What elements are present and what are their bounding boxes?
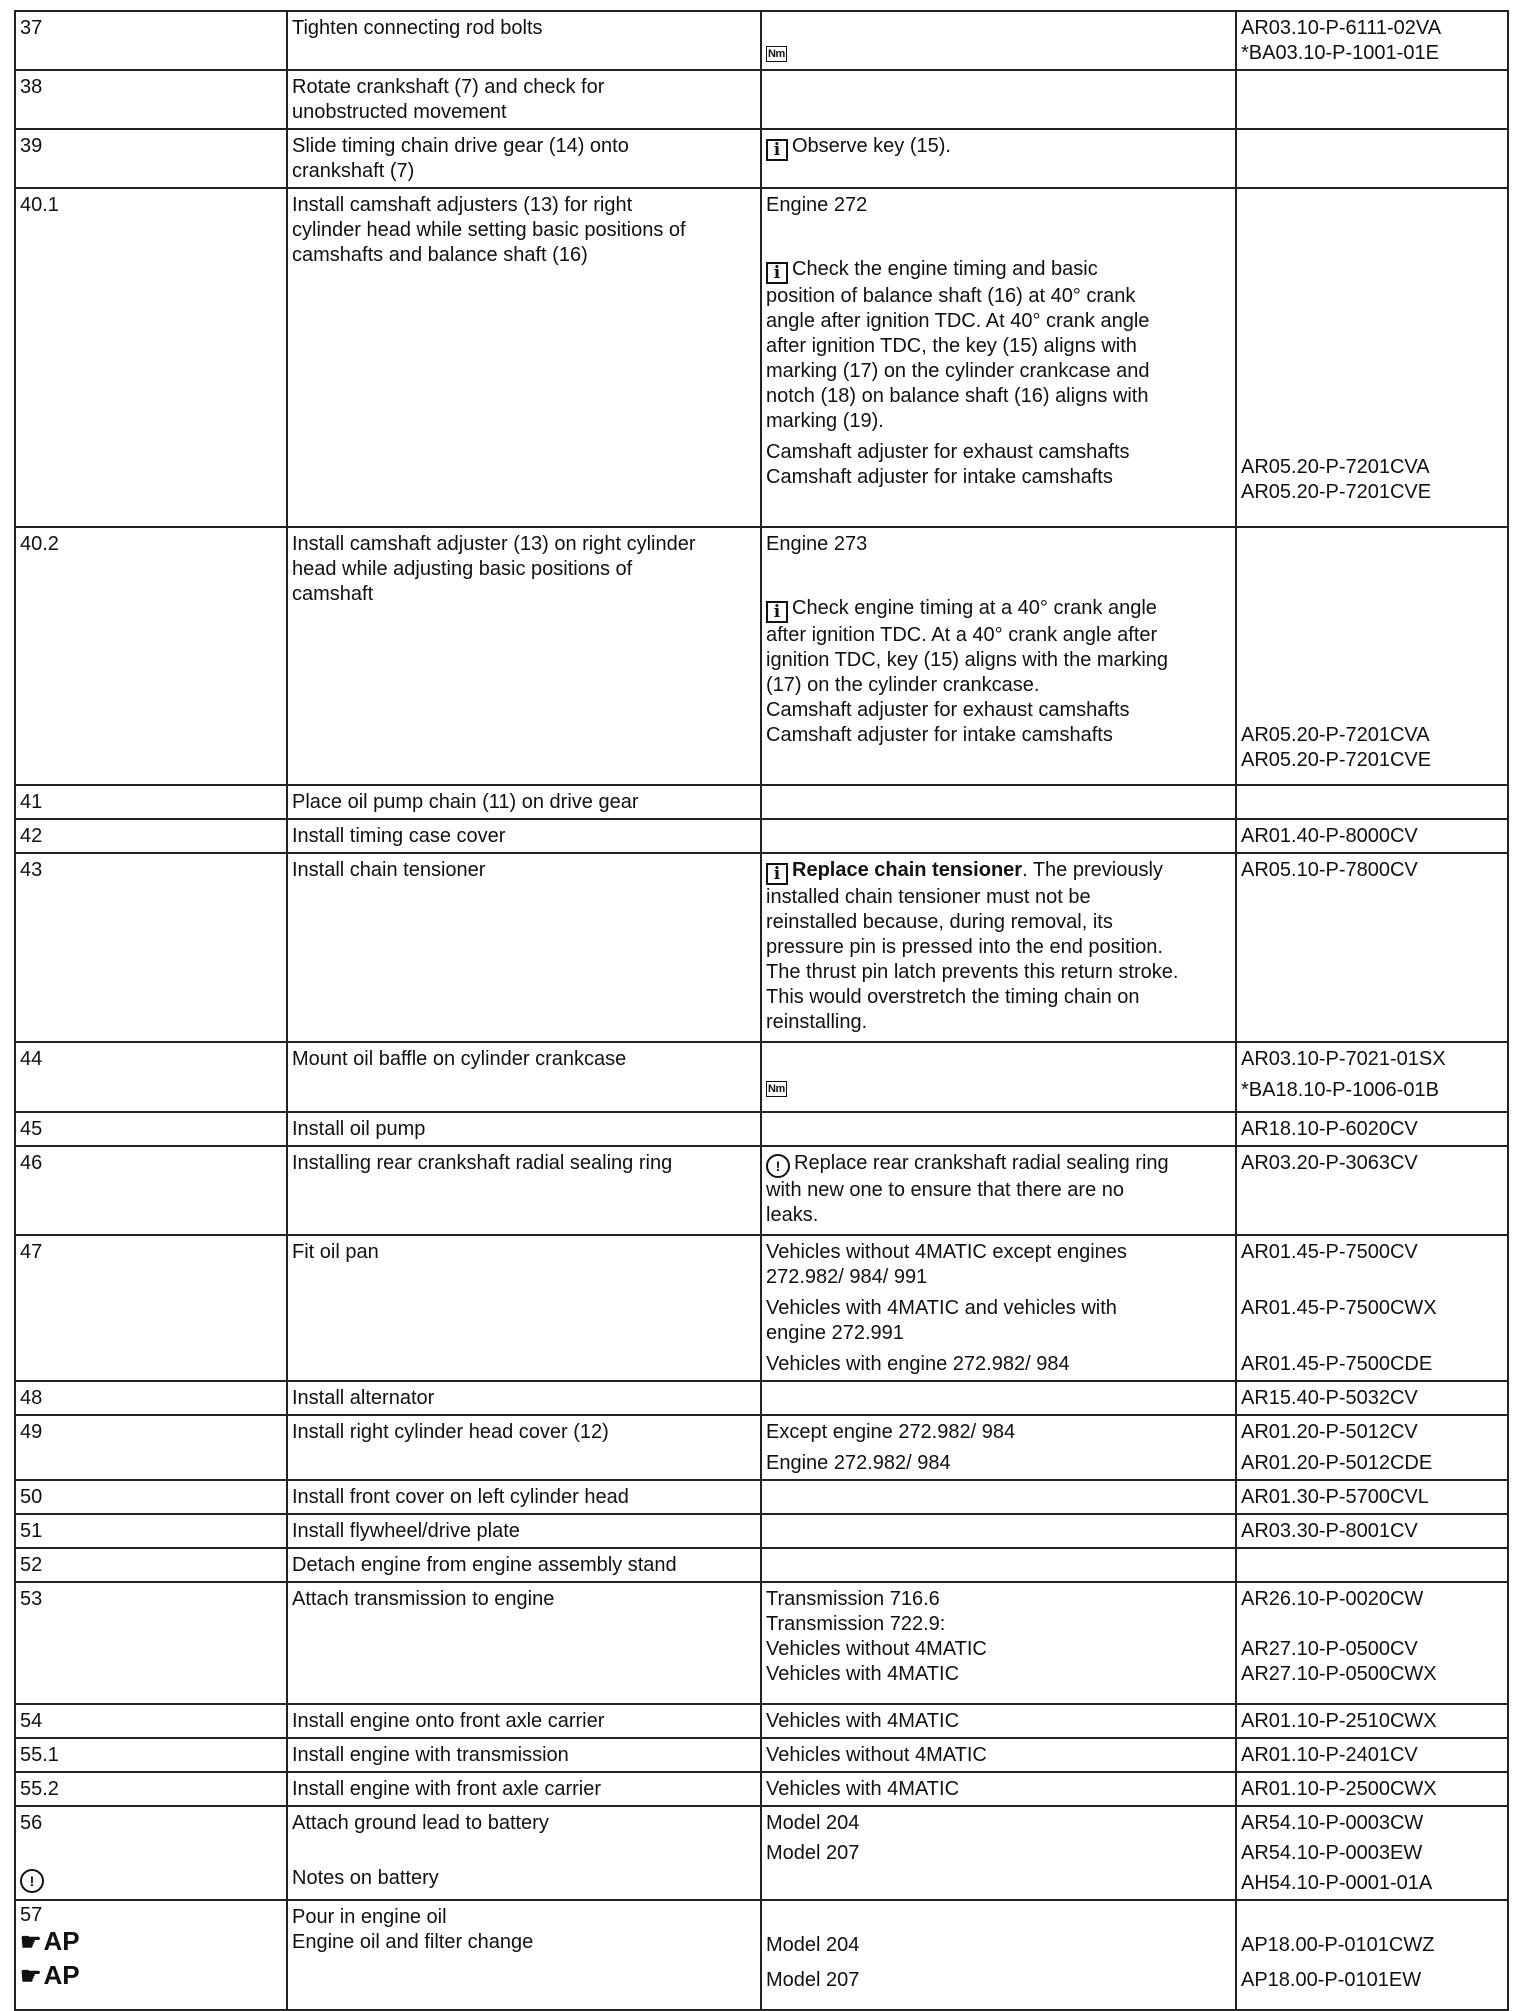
step-description: Install front cover on left cylinder head bbox=[287, 1480, 761, 1514]
desc-line: camshafts and balance shaft (16) bbox=[292, 244, 588, 266]
desc-line: Notes on battery bbox=[292, 1867, 439, 1889]
note-text: notch (18) on balance shaft (16) aligns with bbox=[766, 385, 1149, 407]
table-row bbox=[15, 1042, 1508, 1112]
step-number: 37 bbox=[15, 11, 287, 70]
reference-link[interactable]: *BA03.10-P-1001-01E bbox=[1241, 42, 1439, 64]
notes-cell bbox=[761, 1042, 1236, 1112]
table-row bbox=[15, 1772, 1508, 1806]
notes-cell: Vehicles with 4MATIC bbox=[761, 1704, 1236, 1738]
reference-cell bbox=[1236, 129, 1508, 188]
reference-link[interactable]: AR03.20-P-3063CV bbox=[1241, 1152, 1418, 1174]
reference-cell bbox=[1236, 1514, 1508, 1548]
step-number bbox=[15, 1806, 287, 1900]
reference-cell bbox=[1236, 1548, 1508, 1582]
step-number: 55.2 bbox=[15, 1772, 287, 1806]
note-text: . The previously bbox=[1022, 859, 1163, 881]
step-description: Attach transmission to engine bbox=[287, 1582, 761, 1704]
step-description: Install oil pump bbox=[287, 1112, 761, 1146]
step-description bbox=[287, 527, 761, 785]
reference-cell bbox=[1236, 1480, 1508, 1514]
notes-cell bbox=[761, 1112, 1236, 1146]
reference-cell bbox=[1236, 527, 1508, 785]
reference-link[interactable]: AR27.10-P-0500CV bbox=[1241, 1638, 1418, 1660]
step-number: 39 bbox=[15, 129, 287, 188]
desc-line: Engine oil and filter change bbox=[292, 1931, 534, 1953]
note-text: Check engine timing at a 40° crank angle bbox=[792, 597, 1157, 619]
condition-text: Vehicles without 4MATIC except engines bbox=[766, 1241, 1127, 1263]
step-number: 47 bbox=[15, 1235, 287, 1381]
step-description: Install engine with transmission bbox=[287, 1738, 761, 1772]
table-row bbox=[15, 1806, 1508, 1900]
condition-text: Engine 272.982/ 984 bbox=[766, 1452, 951, 1474]
notes-cell bbox=[761, 819, 1236, 853]
reference-cell bbox=[1236, 785, 1508, 819]
desc-line: Install camshaft adjuster (13) on right cylinder bbox=[292, 533, 696, 555]
table-row bbox=[15, 1738, 1508, 1772]
ap-label: AP bbox=[43, 1926, 80, 1956]
notes-cell bbox=[761, 1480, 1236, 1514]
engine-label: Engine 272 bbox=[766, 194, 868, 216]
step-number: 40.1 bbox=[15, 188, 287, 527]
notes-cell bbox=[761, 188, 1236, 527]
table-row bbox=[15, 11, 1508, 70]
engine-label: Engine 273 bbox=[766, 533, 868, 555]
desc-line: crankshaft (7) bbox=[292, 160, 415, 182]
reference-cell bbox=[1236, 1112, 1508, 1146]
reference-link[interactable]: AR15.40-P-5032CV bbox=[1241, 1387, 1418, 1409]
table-row bbox=[15, 1235, 1508, 1381]
reference-cell bbox=[1236, 70, 1508, 129]
table-row bbox=[15, 129, 1508, 188]
step-description bbox=[287, 70, 761, 129]
note-text: reinstalled because, during removal, its bbox=[766, 911, 1113, 933]
work-steps-document bbox=[14, 10, 1507, 2011]
table-row bbox=[15, 785, 1508, 819]
step-description: Fit oil pan bbox=[287, 1235, 761, 1381]
step-description: Install engine with front axle carrier bbox=[287, 1772, 761, 1806]
table-row bbox=[15, 1514, 1508, 1548]
reference-cell bbox=[1236, 1738, 1508, 1772]
step-number: 48 bbox=[15, 1381, 287, 1415]
reference-link[interactable]: AR05.10-P-7800CV bbox=[1241, 859, 1418, 881]
condition-text: Model 207 bbox=[766, 1842, 860, 1864]
ap-link-icon[interactable] bbox=[20, 1925, 80, 1959]
reference-cell bbox=[1236, 1900, 1508, 2010]
step-description: Tighten connecting rod bolts bbox=[287, 11, 761, 70]
step-description bbox=[287, 188, 761, 527]
note-text: after ignition TDC, the key (15) aligns with bbox=[766, 335, 1137, 357]
step-number: 41 bbox=[15, 785, 287, 819]
reference-link[interactable]: AR05.20-P-7201CVE bbox=[1241, 481, 1432, 503]
step-description bbox=[287, 1806, 761, 1900]
caution-icon: ! bbox=[20, 1869, 44, 1893]
notes-cell bbox=[761, 527, 1236, 785]
table-row bbox=[15, 819, 1508, 853]
step-description: Mount oil baffle on cylinder crankcase bbox=[287, 1042, 761, 1112]
note-text: Replace rear crankshaft radial sealing ring bbox=[794, 1152, 1169, 1174]
notes-cell bbox=[761, 1548, 1236, 1582]
condition-text: Model 207 bbox=[766, 1969, 860, 1991]
reference-link[interactable]: AR01.10-P-2500CWX bbox=[1241, 1778, 1437, 1800]
desc-line: Install camshaft adjusters (13) for right bbox=[292, 194, 633, 216]
component-label: Camshaft adjuster for intake camshafts bbox=[766, 466, 1113, 488]
step-number: 42 bbox=[15, 819, 287, 853]
reference-link[interactable]: AR01.45-P-7500CV bbox=[1241, 1241, 1418, 1263]
reference-link[interactable]: AR03.10-P-7021-01SX bbox=[1241, 1048, 1446, 1070]
reference-cell bbox=[1236, 819, 1508, 853]
reference-link[interactable]: AR01.30-P-5700CVL bbox=[1241, 1486, 1429, 1508]
reference-cell bbox=[1236, 1146, 1508, 1235]
reference-cell bbox=[1236, 11, 1508, 70]
reference-link[interactable]: AR05.20-P-7201CVA bbox=[1241, 456, 1430, 478]
component-label: Camshaft adjuster for intake camshafts bbox=[766, 724, 1113, 746]
notes-cell bbox=[761, 1146, 1236, 1235]
note-text: This would overstretch the timing chain on bbox=[766, 986, 1140, 1008]
desc-line: camshaft bbox=[292, 583, 374, 605]
step-number: 55.1 bbox=[15, 1738, 287, 1772]
notes-cell bbox=[761, 11, 1236, 70]
note-text: installed chain tensioner must not be bbox=[766, 886, 1091, 908]
notes-cell: Vehicles with 4MATIC bbox=[761, 1772, 1236, 1806]
ap-link-icon[interactable] bbox=[20, 1959, 80, 1993]
info-icon: i bbox=[766, 262, 788, 284]
note-bold: Replace chain tensioner bbox=[792, 859, 1023, 881]
desc-line: Pour in engine oil bbox=[292, 1906, 447, 1928]
reference-link[interactable]: AR01.45-P-7500CDE bbox=[1241, 1353, 1433, 1375]
desc-line: Rotate crankshaft (7) and check for bbox=[292, 76, 605, 98]
reference-link[interactable]: AR18.10-P-6020CV bbox=[1241, 1118, 1418, 1140]
condition-text: Vehicles with 4MATIC bbox=[766, 1663, 960, 1685]
step-number: 40.2 bbox=[15, 527, 287, 785]
table-row bbox=[15, 1582, 1508, 1704]
step-number: 38 bbox=[15, 70, 287, 129]
table-row bbox=[15, 1548, 1508, 1582]
step-number: 50 bbox=[15, 1480, 287, 1514]
info-icon: i bbox=[766, 863, 788, 885]
condition-text: Vehicles with engine 272.982/ 984 bbox=[766, 1353, 1070, 1375]
step-number: 53 bbox=[15, 1582, 287, 1704]
step-description: Install flywheel/drive plate bbox=[287, 1514, 761, 1548]
desc-line: unobstructed movement bbox=[292, 101, 507, 123]
condition-text: Vehicles without 4MATIC bbox=[766, 1638, 987, 1660]
reference-link[interactable]: AR26.10-P-0020CW bbox=[1241, 1588, 1424, 1610]
caution-icon: ! bbox=[766, 1154, 790, 1178]
reference-link[interactable]: AR01.20-P-5012CV bbox=[1241, 1421, 1418, 1443]
note-text: Check the engine timing and basic bbox=[792, 258, 1098, 280]
reference-cell bbox=[1236, 1772, 1508, 1806]
notes-cell bbox=[761, 1582, 1236, 1704]
torque-icon: Nm bbox=[768, 1082, 785, 1095]
reference-cell bbox=[1236, 1415, 1508, 1480]
condition-text: Model 204 bbox=[766, 1812, 860, 1834]
condition-text: Vehicles with 4MATIC and vehicles with bbox=[766, 1297, 1117, 1319]
condition-text: engine 272.991 bbox=[766, 1322, 904, 1344]
reference-cell bbox=[1236, 1582, 1508, 1704]
step-description: Detach engine from engine assembly stand bbox=[287, 1548, 761, 1582]
step-description: Place oil pump chain (11) on drive gear bbox=[287, 785, 761, 819]
table-row bbox=[15, 1381, 1508, 1415]
step-number: 51 bbox=[15, 1514, 287, 1548]
condition-text: Except engine 272.982/ 984 bbox=[766, 1421, 1016, 1443]
notes-cell bbox=[761, 70, 1236, 129]
note-text: (17) on the cylinder crankcase. bbox=[766, 674, 1040, 696]
notes-cell bbox=[761, 1514, 1236, 1548]
step-description: Install right cylinder head cover (12) bbox=[287, 1415, 761, 1480]
pointing-hand-icon: ☛ bbox=[20, 1963, 42, 1990]
note-text: Observe key (15). bbox=[792, 135, 951, 157]
condition-text: 272.982/ 984/ 991 bbox=[766, 1266, 928, 1288]
reference-link[interactable]: AR27.10-P-0500CWX bbox=[1241, 1663, 1437, 1685]
notes-cell bbox=[761, 1381, 1236, 1415]
notes-cell bbox=[761, 785, 1236, 819]
reference-link[interactable]: AR01.40-P-8000CV bbox=[1241, 825, 1418, 847]
step-description: Install alternator bbox=[287, 1381, 761, 1415]
reference-link[interactable]: AH54.10-P-0001-01A bbox=[1241, 1872, 1433, 1894]
reference-link[interactable]: AR03.30-P-8001CV bbox=[1241, 1520, 1418, 1542]
note-text: angle after ignition TDC. At 40° crank angle bbox=[766, 310, 1150, 332]
info-icon: i bbox=[766, 139, 788, 161]
table-row bbox=[15, 1704, 1508, 1738]
table-row bbox=[15, 1112, 1508, 1146]
table-row bbox=[15, 853, 1508, 1042]
desc-line: Slide timing chain drive gear (14) onto bbox=[292, 135, 629, 157]
reference-cell bbox=[1236, 1381, 1508, 1415]
step-number-text: 57 bbox=[20, 1904, 43, 1926]
condition-text: Model 204 bbox=[766, 1934, 860, 1956]
component-label: Camshaft adjuster for exhaust camshafts bbox=[766, 441, 1130, 463]
note-text: pressure pin is pressed into the end position. bbox=[766, 936, 1163, 958]
step-number: 43 bbox=[15, 853, 287, 1042]
notes-cell: Vehicles without 4MATIC bbox=[761, 1738, 1236, 1772]
notes-cell bbox=[761, 1235, 1236, 1381]
note-text: marking (19). bbox=[766, 410, 884, 432]
reference-link[interactable]: AR01.10-P-2510CWX bbox=[1241, 1710, 1437, 1732]
reference-cell bbox=[1236, 1704, 1508, 1738]
torque-icon: Nm bbox=[768, 47, 785, 60]
reference-cell bbox=[1236, 853, 1508, 1042]
notes-cell bbox=[761, 853, 1236, 1042]
component-label: Camshaft adjuster for exhaust camshafts bbox=[766, 699, 1130, 721]
table-row bbox=[15, 1900, 1508, 2010]
step-number: 54 bbox=[15, 1704, 287, 1738]
step-number: 52 bbox=[15, 1548, 287, 1582]
table-row bbox=[15, 1480, 1508, 1514]
desc-line: Attach ground lead to battery bbox=[292, 1812, 549, 1834]
step-description bbox=[287, 1900, 761, 2010]
reference-link[interactable]: AR54.10-P-0003EW bbox=[1241, 1842, 1423, 1864]
step-number: 44 bbox=[15, 1042, 287, 1112]
note-text: reinstalling. bbox=[766, 1011, 868, 1033]
reference-link[interactable]: AR05.20-P-7201CVA bbox=[1241, 724, 1430, 746]
reference-link[interactable]: AP18.00-P-0101EW bbox=[1241, 1969, 1422, 1991]
reference-cell bbox=[1236, 1235, 1508, 1381]
note-text: with new one to ensure that there are no bbox=[766, 1179, 1125, 1201]
step-description bbox=[287, 129, 761, 188]
desc-line: head while adjusting basic positions of bbox=[292, 558, 633, 580]
reference-link[interactable]: AP18.00-P-0101CWZ bbox=[1241, 1934, 1435, 1956]
step-number bbox=[15, 1900, 287, 2010]
step-description: Install timing case cover bbox=[287, 819, 761, 853]
info-icon: i bbox=[766, 601, 788, 623]
reference-link[interactable]: AR01.10-P-2401CV bbox=[1241, 1744, 1418, 1766]
table-row bbox=[15, 70, 1508, 129]
reference-link[interactable]: *BA18.10-P-1006-01B bbox=[1241, 1079, 1439, 1101]
table-row bbox=[15, 527, 1508, 785]
step-number: 49 bbox=[15, 1415, 287, 1480]
pointing-hand-icon: ☛ bbox=[20, 1929, 42, 1956]
reference-cell bbox=[1236, 188, 1508, 527]
table-row bbox=[15, 1415, 1508, 1480]
notes-cell bbox=[761, 1806, 1236, 1900]
note-text: The thrust pin latch prevents this return stroke. bbox=[766, 961, 1179, 983]
reference-link[interactable]: AR54.10-P-0003CW bbox=[1241, 1812, 1424, 1834]
table-row bbox=[15, 1146, 1508, 1235]
step-description: Install engine onto front axle carrier bbox=[287, 1704, 761, 1738]
ap-label: AP bbox=[43, 1960, 80, 1990]
reference-link[interactable]: AR01.45-P-7500CWX bbox=[1241, 1297, 1437, 1319]
note-text: leaks. bbox=[766, 1204, 819, 1226]
desc-line: cylinder head while setting basic positions of bbox=[292, 219, 686, 241]
table-row bbox=[15, 188, 1508, 527]
condition-text: Transmission 716.6 bbox=[766, 1588, 940, 1610]
note-text: position of balance shaft (16) at 40° crank bbox=[766, 285, 1136, 307]
step-number-text: 56 bbox=[20, 1812, 43, 1834]
reference-cell bbox=[1236, 1806, 1508, 1900]
reference-cell bbox=[1236, 1042, 1508, 1112]
note-text: after ignition TDC. At a 40° crank angle after bbox=[766, 624, 1158, 646]
step-description: Install chain tensioner bbox=[287, 853, 761, 1042]
work-steps-table bbox=[14, 10, 1509, 2011]
step-number: 46 bbox=[15, 1146, 287, 1235]
condition-text: Transmission 722.9: bbox=[766, 1613, 946, 1635]
note-text: marking (17) on the cylinder crankcase and bbox=[766, 360, 1150, 382]
notes-cell bbox=[761, 129, 1236, 188]
reference-link[interactable]: AR01.20-P-5012CDE bbox=[1241, 1452, 1433, 1474]
step-number: 45 bbox=[15, 1112, 287, 1146]
notes-cell bbox=[761, 1900, 1236, 2010]
reference-link[interactable]: AR03.10-P-6111-02VA bbox=[1241, 17, 1442, 39]
reference-link[interactable]: AR05.20-P-7201CVE bbox=[1241, 749, 1432, 771]
step-description: Installing rear crankshaft radial sealing ring bbox=[287, 1146, 761, 1235]
note-text: ignition TDC, key (15) aligns with the marking bbox=[766, 649, 1169, 671]
notes-cell bbox=[761, 1415, 1236, 1480]
